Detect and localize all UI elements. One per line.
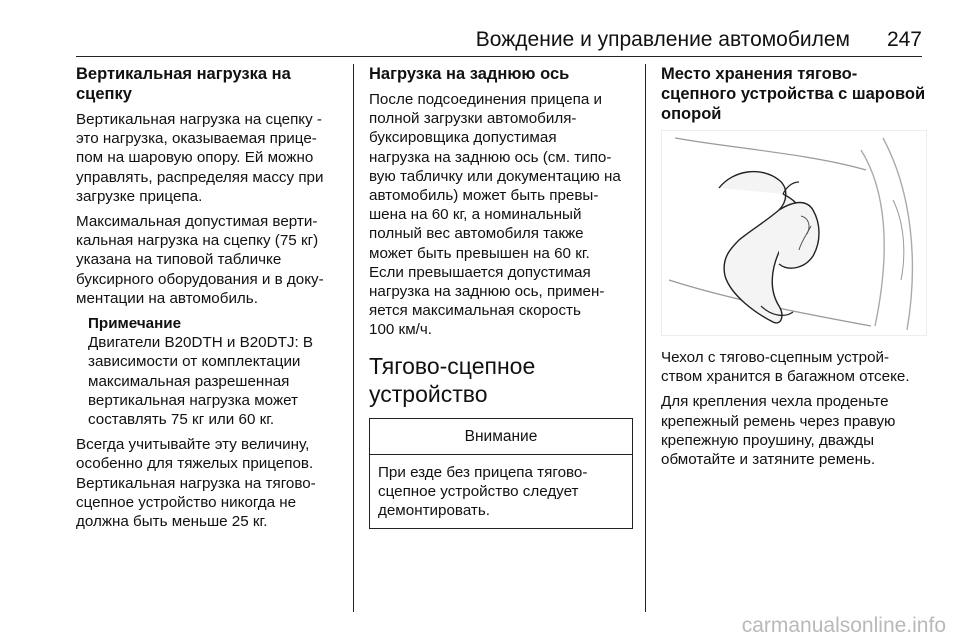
paragraph-rear-axle-load: После подсоединения прицепа и полной загрузки автомобиля- буксировщика допустимая нагрузка на заднюю ось (см. типо- вую табличку или документацию на автомобиль) может быть превы- шена на 60 кг, а номинальный полный вес автомобиля также может быть превышен на 60 кг. Если превышается допустимая нагрузка на заднюю ось, примен- яется максимальная скорость 100 км/ч. (369, 91, 621, 339)
section-heading-towing-device: Тягово-сцепное устройство (369, 352, 536, 407)
storage-bag-illustration (661, 130, 927, 336)
note-block: Примечание Двигатели B20DTH и B20DTJ: В зависимости от комплектации максимальная разрешенная вертикальная нагрузка может составлять 75 кг или 60 кг. (76, 314, 344, 429)
warning-box (369, 418, 633, 530)
left-column (76, 64, 344, 537)
column-divider-right (645, 64, 646, 612)
heading-vertical-load: Вертикальная нагрузка на сцепку (76, 65, 291, 103)
paragraph-bag-fastening: Для крепления чехла проденьте крепежный ремень через правую крепежную проушину, дважды обмотайте и затяните ремень. (661, 393, 896, 469)
watermark: carmanualsonline.info (741, 614, 946, 637)
heading-rear-axle-load: Нагрузка на заднюю ось (369, 65, 570, 83)
page-number: 247 (886, 28, 922, 51)
paragraph-consider-value: Всегда учитывайте эту величину, особенно для тяжелых прицепов. Вертикальная нагрузка на тягово- сцепное устройство никогда не должна быть меньше 25 кг. (76, 436, 316, 531)
trunk-illustration-svg (661, 130, 927, 336)
header-title: Вождение и управление автомобилем (475, 28, 850, 51)
warning-title: Внимание (370, 419, 632, 455)
warning-text: При езде без прицепа тягово- сцепное устройство следует демонтировать. (378, 463, 588, 520)
right-column (661, 64, 933, 475)
heading-storage: Место хранения тягово- сцепного устройства с шаровой опорой (661, 65, 926, 123)
middle-column (369, 64, 633, 529)
paragraph-max-vertical-load: Максимальная допустимая верти- кальная нагрузка на сцепку (75 кг) указана на типовой табличке буксирного оборудования и в доку- ментации на автомобиль. (76, 213, 324, 307)
page-header (76, 26, 922, 57)
paragraph-bag-storage: Чехол с тягово-сцепным устрой- ством хранится в багажном отсеке. (661, 349, 910, 386)
note-heading: Примечание (88, 315, 182, 333)
paragraph-vertical-load-definition: Вертикальная нагрузка на сцепку - это нагрузка, оказываемая прице- пом на шаровую опору. Ей можно управлять, распределяя массу при загрузке прицепа. (76, 111, 324, 205)
column-divider-left (353, 64, 354, 612)
